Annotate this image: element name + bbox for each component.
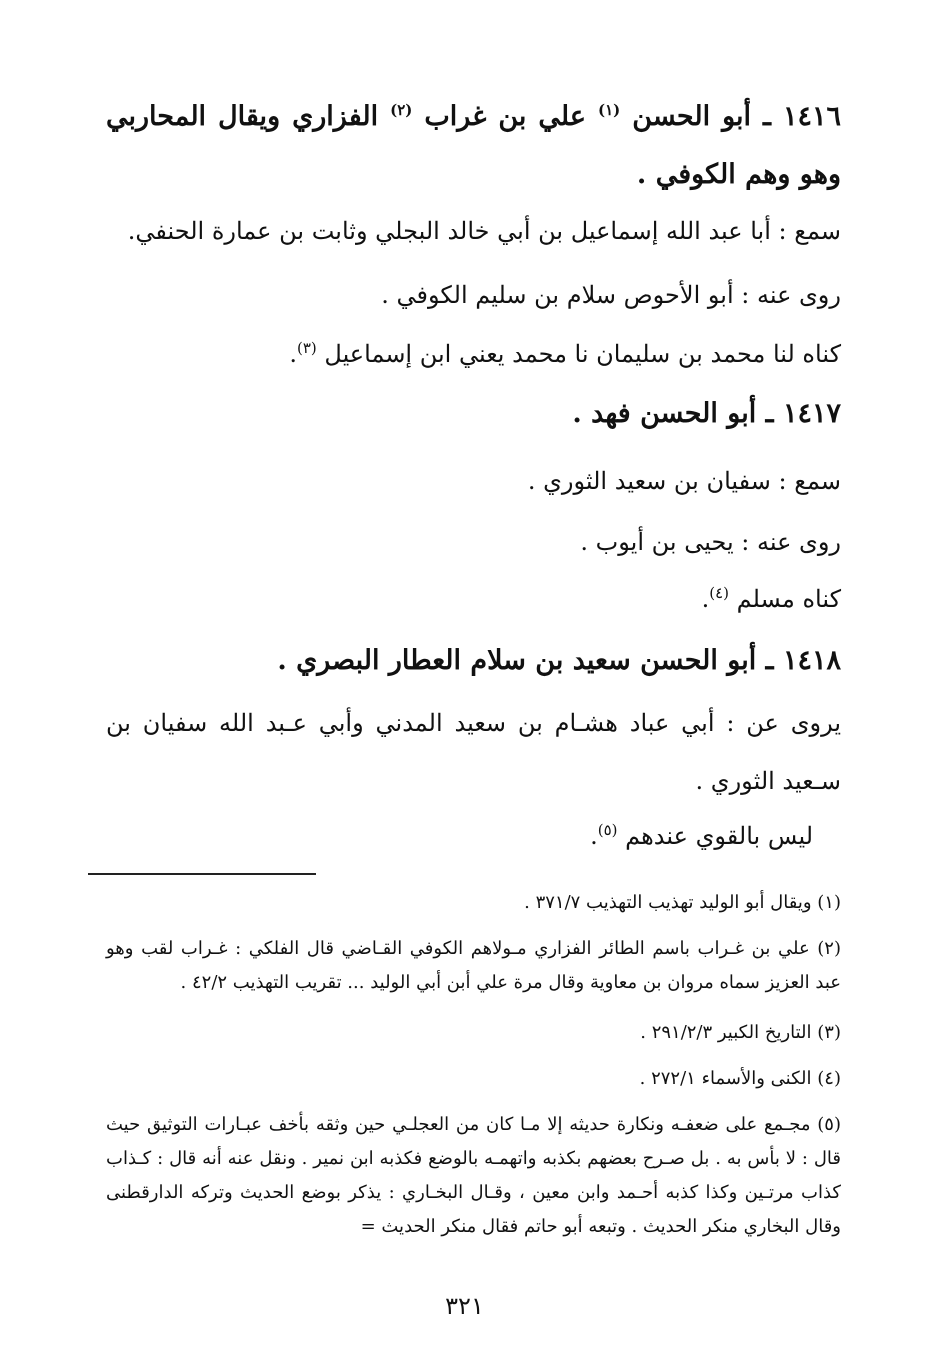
- footnote-1: (١) ويقال أبو الوليد تهذيب التهذيب ٣٧١/٧ .: [524, 892, 841, 913]
- footnote-4: (٤) الكنى والأسماء ٢٧٢/١ .: [639, 1068, 841, 1089]
- footnote-ref-1[interactable]: (١): [597, 101, 621, 119]
- entry-1417-heard-from: سمع : سفيان بن سعيد الثوري .: [527, 467, 841, 495]
- entry-1417-narrated-by: روى عنه : يحيى بن أيوب .: [580, 528, 841, 556]
- footnote-ref-4[interactable]: (٤): [709, 584, 729, 602]
- entry-1418-title: ١٤١٨ ـ أبو الحسن سعيد بن سلام العطار البصري .: [277, 645, 841, 676]
- entry-1418-grading-end: .: [590, 822, 598, 850]
- footnote-ref-5[interactable]: (٥): [597, 821, 618, 839]
- entry-1416-kunya-source: [106, 325, 841, 383]
- entry-1416-heard-from: سمع : أبا عبد الله إسماعيل بن أبي خالد البجلي وثابت بن عمارة الحنفي.: [127, 217, 841, 245]
- entry-1416-kunya-end: .: [289, 340, 297, 368]
- entry-1418-narrates-from: يروى عن : أبي عباد هشـام بن سعيد المدني وأبي عـبد الله سفيان بن سـعيد الثوري .: [106, 709, 842, 795]
- entry-1416-kunya-text: كناه لنا محمد بن سليمان نا محمد يعني ابن إسماعيل: [324, 340, 841, 368]
- entry-1417-title: ١٤١٧ ـ أبو الحسن فهد .: [572, 398, 841, 429]
- entry-1416-narrated-by: روى عنه : أبو الأحوص سلام بن سليم الكوفي .: [381, 281, 841, 309]
- entry-1417-kunya-source: [106, 570, 841, 628]
- entry-1416-title: [106, 88, 841, 204]
- footnote-ref-3[interactable]: (٣): [296, 339, 317, 357]
- entry-1416-title-name: علي بن غراب: [412, 101, 598, 132]
- footnote-5: (٥) مجـمع على ضعفـه ونكارة حديثه إلا مـا كان من العجلـي حين وثقه بأخف عبـارات التوثيق حيث قال : لا بأس به . بل صـرح بعضهم بكذبه واتهمـه بالوضع فكذبه ابن نمير . ونقل عنه أنه قال : كـذاب كذاب مرتـين وكذا كذبه أحـمد وابن معين ، وقـال البخـاري : يذكر بوضع الحديث وتركه الدارقطنى وقال البخاري منكر الحديث . وتبعه أبو حاتم فقال منكر الحديث =: [106, 1114, 841, 1237]
- entry-1417-kunya-end: .: [701, 585, 710, 613]
- footnote-separator: [88, 873, 316, 875]
- footnote-2: (٢) علي بن غـراب باسم الطائر الفزاري مـولاهم الكوفي القـاضي قال الفلكي : غـراب لقب وهو عبد العزيز سماه مروان بن معاوية وقال مرة علي أبن أبي الوليد ... تقريب التهذيب ٤٢/٢ .: [106, 938, 841, 993]
- page-number: ٣٢١: [445, 1292, 484, 1320]
- entry-1418-grading: [106, 807, 841, 865]
- footnote-ref-2[interactable]: (٢): [390, 101, 413, 119]
- entry-1416-title-start: ١٤١٦ ـ أبو الحسن: [620, 101, 841, 132]
- entry-1418-grading-text: ليس بالقوي عندهم: [625, 822, 813, 850]
- entry-1416-title-end: الفزاري ويقال المحاربي وهو وهم الكوفي .: [106, 101, 841, 190]
- entry-1417-kunya-text: كناه مسلم: [736, 585, 841, 613]
- footnote-3: (٣) التاريخ الكبير ٢٩١/٢/٣ .: [640, 1022, 841, 1043]
